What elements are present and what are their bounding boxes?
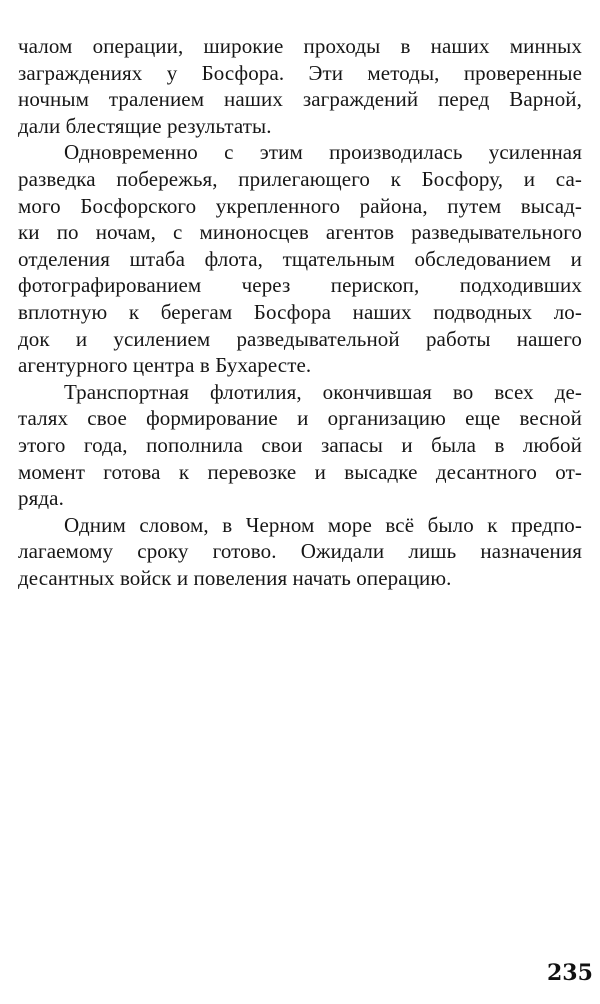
text-line: ночным тралением наших заграждений перед Варной,	[18, 87, 582, 112]
text-line: док и усилением разведывательной работы нашего	[18, 326, 582, 351]
text-line: чалом операции, широкие проходы в наших минных	[18, 34, 582, 58]
text-line: разведка побережья, прилегающего к Босфору, и са-	[18, 166, 582, 191]
text-line: заграждениях у Босфора. Эти методы, проверенные	[18, 60, 582, 85]
text-line: отделения штаба флота, тщательным обследованием и	[18, 246, 582, 271]
text-line: дали блестящие результаты.	[18, 113, 272, 138]
text-line: момент готова к перевозке и высадке десантного от-	[18, 459, 582, 484]
text-line: этого года, пополнила свои запасы и была в любой	[18, 432, 582, 457]
text-line: агентурного центра в Бухаресте.	[18, 353, 312, 378]
text-line: Одним словом, в Черном море всё было к предпо-	[64, 512, 582, 537]
page-body	[18, 33, 582, 591]
text-line: Транспортная флотилия, окончившая во всех де-	[64, 379, 582, 404]
text-line: талях свое формирование и организацию еще весной	[18, 406, 582, 431]
text-line: ки по ночам, с миноносцев агентов разведывательного	[18, 220, 582, 245]
text-line: лагаемому сроку готово. Ожидали лишь назначения	[18, 539, 582, 564]
text-line: десантных войск и повеления начать операцию.	[18, 565, 452, 590]
text-line: Одновременно с этим производилась усиленная	[64, 140, 582, 165]
text-line: фотографированием через перископ, подходивших	[18, 273, 582, 298]
text-line: вплотную к берегам Босфора наших подводных ло-	[18, 299, 582, 324]
page-number: 235	[547, 960, 593, 986]
text-line: ряда.	[18, 486, 64, 511]
text-line: мого Босфорского укрепленного района, путем высад-	[18, 193, 582, 218]
